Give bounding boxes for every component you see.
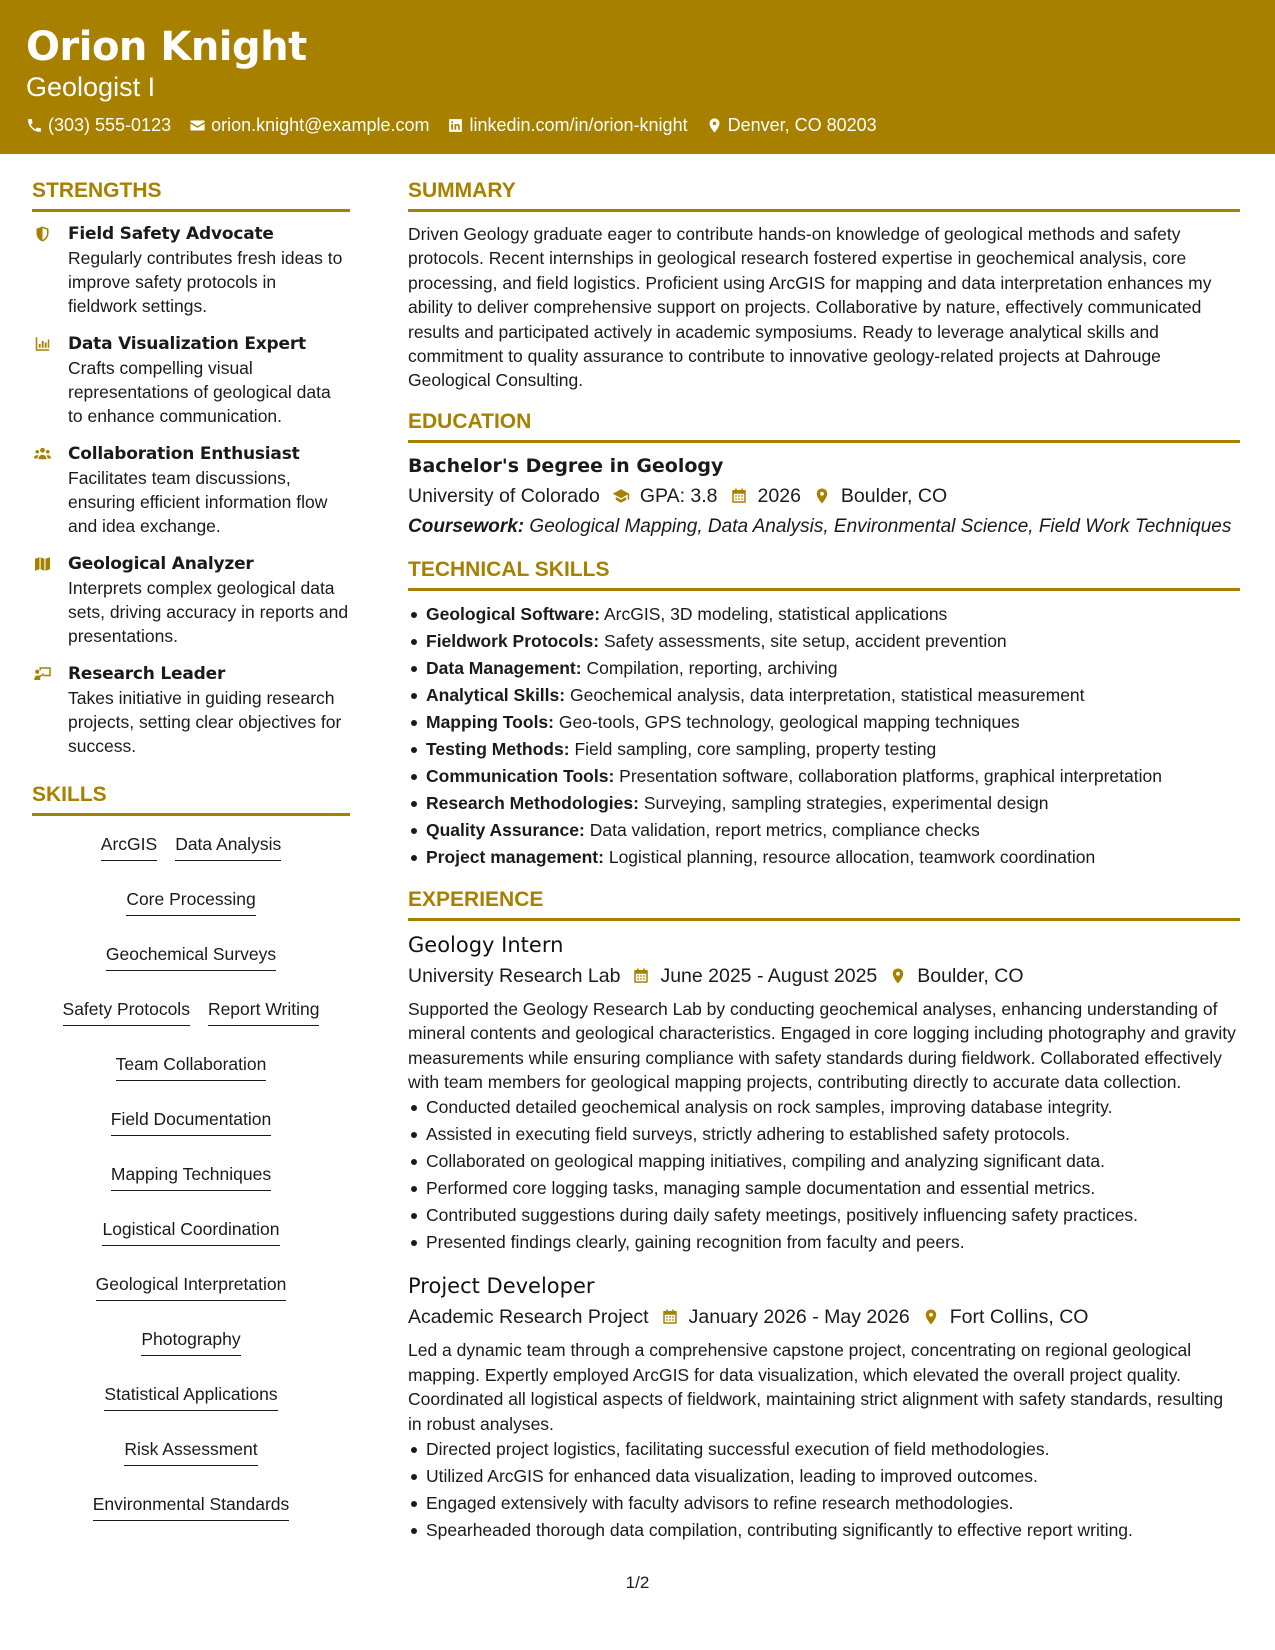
technical-skill-label: Data Management: (426, 657, 582, 678)
skill-tag: Risk Assessment (124, 1437, 257, 1466)
job-title: Project Developer (408, 1274, 595, 1299)
strength-desc: Interprets complex geological data sets, driving accuracy in reports and presentations. (68, 578, 349, 646)
job-dates: January 2026 - May 2026 (688, 1306, 910, 1329)
job-bullet: Engaged extensively with faculty advisors to refine research methodologies. (408, 1490, 1240, 1517)
technical-skill-value: Geo-tools, GPS technology, geological mapping techniques (558, 711, 1020, 732)
phone-text: (303) 555-0123 (48, 115, 172, 135)
calendar-icon (661, 1308, 679, 1326)
left-column (32, 178, 350, 1534)
contact-email[interactable] (189, 113, 429, 137)
skill-tag: Geological Interpretation (96, 1272, 287, 1301)
skills-heading: SKILLS (32, 782, 350, 816)
job-location: Fort Collins, CO (949, 1306, 1089, 1329)
technical-skill-label: Fieldwork Protocols: (426, 630, 600, 651)
right-column (408, 178, 1240, 1560)
graduation-cap-icon (612, 487, 630, 505)
skill-tag: Report Writing (208, 997, 320, 1026)
map-icon (32, 555, 53, 573)
technical-skill-value: Data validation, report metrics, compliance checks (589, 819, 980, 840)
job-description: Led a dynamic team through a comprehensive capstone project, concentrating on regional geological mapping. Expertly employed ArcGIS for data visualization, which elevated the overall project quality. Coordinated all logistical aspects of fieldwork, maintaining strict alignment with safety standards, resulting in robust analyses. (408, 1340, 1224, 1434)
job-bullet: Assisted in executing field surveys, strictly adhering to established safety protocols. (408, 1121, 1240, 1148)
technical-skill-item (408, 655, 1240, 682)
technical-skill-label: Geological Software: (426, 603, 601, 624)
technical-skill-value: Geochemical analysis, data interpretation, statistical measurement (569, 684, 1085, 705)
job-entry (408, 931, 1240, 1257)
coursework-label: Coursework: (408, 515, 525, 537)
skill-tag: Geochemical Surveys (106, 942, 276, 971)
email-text: orion.knight@example.com (211, 115, 430, 135)
strength-desc: Crafts compelling visual representations of geological data to enhance communication. (68, 358, 331, 426)
calendar-icon (632, 967, 650, 985)
linkedin-icon (447, 117, 464, 134)
summary-text: Driven Geology graduate eager to contribute hands-on knowledge of geological methods and safety protocols. Recent internships in geological research fostered expertise in geochemical analysis, core processing, and field logistics. Proficient using ArcGIS for mapping and data interpretation enhances my ability to deliver comprehensive support on projects. Collaborative by nature, effectively communicated results and participated actively in academic symposiums. Ready to leverage analytical skills and commitment to quality assurance to contribute to innovative geology-related projects at Dahrouge Geological Consulting. (408, 224, 1212, 391)
candidate-role: Geologist I (26, 72, 156, 102)
map-pin-icon (889, 967, 907, 985)
technical-skill-label: Research Methodologies: (426, 792, 639, 813)
technical-skill-value: Compilation, reporting, archiving (586, 657, 838, 678)
education-meta (408, 481, 1240, 511)
technical-skill-item (408, 601, 1240, 628)
technical-skill-value: Field sampling, core sampling, property testing (574, 738, 937, 759)
location-text: Denver, CO 80203 (727, 115, 877, 135)
technical-skill-label: Testing Methods: (426, 738, 570, 759)
job-bullet: Collaborated on geological mapping initiatives, compiling and analyzing significant data. (408, 1148, 1240, 1175)
job-bullets (408, 1436, 1240, 1544)
technical-skills-list (408, 601, 1240, 871)
contact-phone[interactable] (26, 113, 171, 137)
job-org: University Research Lab (408, 964, 621, 987)
skill-tag: Environmental Standards (93, 1492, 290, 1521)
page-number: 1/2 (625, 1573, 650, 1592)
technical-skill-label: Mapping Tools: (426, 711, 554, 732)
coursework-text: Geological Mapping, Data Analysis, Environmental Science, Field Work Techniques (529, 515, 1232, 537)
job-bullet: Presented findings clearly, gaining recognition from faculty and peers. (408, 1229, 1240, 1256)
job-org: Academic Research Project (408, 1306, 649, 1329)
technical-skill-label: Quality Assurance: (426, 819, 585, 840)
education-gpa: GPA: 3.8 (639, 484, 718, 507)
job-meta (408, 961, 1240, 991)
job-bullet: Spearheaded thorough data compilation, contributing significantly to effective report writing. (408, 1517, 1240, 1544)
job-bullet: Directed project logistics, facilitating successful execution of field methodologies. (408, 1436, 1240, 1463)
envelope-icon (189, 117, 206, 134)
technical-skill-value: Surveying, sampling strategies, experimental design (643, 792, 1049, 813)
skill-tag: Data Analysis (175, 832, 281, 861)
technical-skill-item (408, 844, 1240, 871)
skill-tag: Field Documentation (111, 1107, 272, 1136)
skill-tag: Mapping Techniques (111, 1162, 271, 1191)
calendar-icon (730, 487, 748, 505)
job-dates: June 2025 - August 2025 (660, 964, 878, 987)
linkedin-text: linkedin.com/in/orion-knight (469, 115, 688, 135)
technical-skill-label: Project management: (426, 846, 604, 867)
strength-item (32, 222, 350, 318)
job-meta (408, 1302, 1240, 1332)
technical-skill-item (408, 709, 1240, 736)
users-icon (32, 445, 53, 463)
contact-location (706, 113, 877, 137)
education-year: 2026 (757, 484, 801, 507)
technical-skill-label: Communication Tools: (426, 765, 615, 786)
technical-skill-item (408, 736, 1240, 763)
education-heading: EDUCATION (408, 409, 1240, 443)
job-description: Supported the Geology Research Lab by conducting geochemical analyses, enhancing understanding of mineral contents and geological characteristics. Engaged in core logging including photography and gravity measurements while ensuring compliance with safety standards during fieldwork. Collaborated effectively with team members for geological mapping projects, contributing directly to accurate data collection. (408, 998, 1236, 1093)
technical-skill-value: ArcGIS, 3D modeling, statistical applications (603, 603, 948, 624)
strength-desc: Takes initiative in guiding research projects, setting clear objectives for success. (68, 688, 342, 756)
skill-tag: Logistical Coordination (102, 1217, 279, 1246)
skill-tag: ArcGIS (101, 832, 157, 861)
technical-skill-item (408, 763, 1240, 790)
technical-skill-item (408, 790, 1240, 817)
strength-desc: Facilitates team discussions, ensuring efficient information flow and idea exchange. (68, 468, 328, 536)
technical-skill-value: Presentation software, collaboration platforms, graphical interpretation (619, 765, 1162, 786)
technical-skill-item (408, 682, 1240, 709)
summary-heading: SUMMARY (408, 178, 1240, 212)
phone-icon (26, 117, 43, 134)
shield-icon (32, 225, 53, 243)
job-bullets (408, 1094, 1240, 1256)
skill-tag: Core Processing (126, 887, 255, 916)
skill-tag: Photography (141, 1327, 240, 1356)
job-bullet: Performed core logging tasks, managing sample documentation and essential metrics. (408, 1175, 1240, 1202)
strength-title: Research Leader (68, 664, 226, 684)
technical-skill-item (408, 628, 1240, 655)
map-pin-icon (922, 1308, 940, 1326)
technical-skill-value: Logistical planning, resource allocation, teamwork coordination (608, 846, 1096, 867)
technical-skill-item (408, 817, 1240, 844)
strength-desc: Regularly contributes fresh ideas to improve safety protocols in fieldwork settings. (68, 248, 343, 316)
skills-list (32, 826, 350, 1534)
technical-skill-value: Safety assessments, site setup, accident prevention (603, 630, 1007, 651)
map-pin-icon (813, 487, 831, 505)
skill-tag: Team Collaboration (116, 1052, 267, 1081)
strength-title: Collaboration Enthusiast (68, 444, 300, 464)
education-coursework (408, 515, 1240, 539)
strength-item (32, 662, 350, 758)
candidate-name: Orion Knight (26, 24, 307, 70)
experience-heading: EXPERIENCE (408, 887, 1240, 921)
strength-item (32, 332, 350, 428)
skill-tag: Safety Protocols (63, 997, 190, 1026)
resume-header (0, 0, 1275, 154)
contact-linkedin[interactable] (447, 113, 687, 137)
skill-tag: Statistical Applications (104, 1382, 277, 1411)
job-location: Boulder, CO (917, 964, 1024, 987)
strength-title: Geological Analyzer (68, 554, 254, 574)
job-entry (408, 1272, 1240, 1544)
education-location: Boulder, CO (840, 484, 948, 507)
strength-title: Data Visualization Expert (68, 334, 306, 354)
job-bullet: Contributed suggestions during daily safety meetings, positively influencing safety practices. (408, 1202, 1240, 1229)
experience-list (408, 931, 1240, 1544)
contact-row (26, 113, 1249, 137)
presenter-icon (32, 665, 53, 683)
strength-item (32, 442, 350, 538)
education-degree: Bachelor's Degree in Geology (408, 454, 724, 477)
job-bullet: Conducted detailed geochemical analysis on rock samples, improving database integrity. (408, 1094, 1240, 1121)
strength-item (32, 552, 350, 648)
job-title: Geology Intern (408, 932, 564, 957)
education-school: University of Colorado (408, 484, 600, 507)
strengths-heading: STRENGTHS (32, 178, 350, 212)
technical-skill-label: Analytical Skills: (426, 684, 566, 705)
strength-title: Field Safety Advocate (68, 224, 274, 244)
map-pin-icon (706, 117, 723, 134)
chart-bar-icon (32, 335, 53, 353)
job-bullet: Utilized ArcGIS for enhanced data visualization, leading to improved outcomes. (408, 1463, 1240, 1490)
technical-skills-heading: TECHNICAL SKILLS (408, 557, 1240, 591)
